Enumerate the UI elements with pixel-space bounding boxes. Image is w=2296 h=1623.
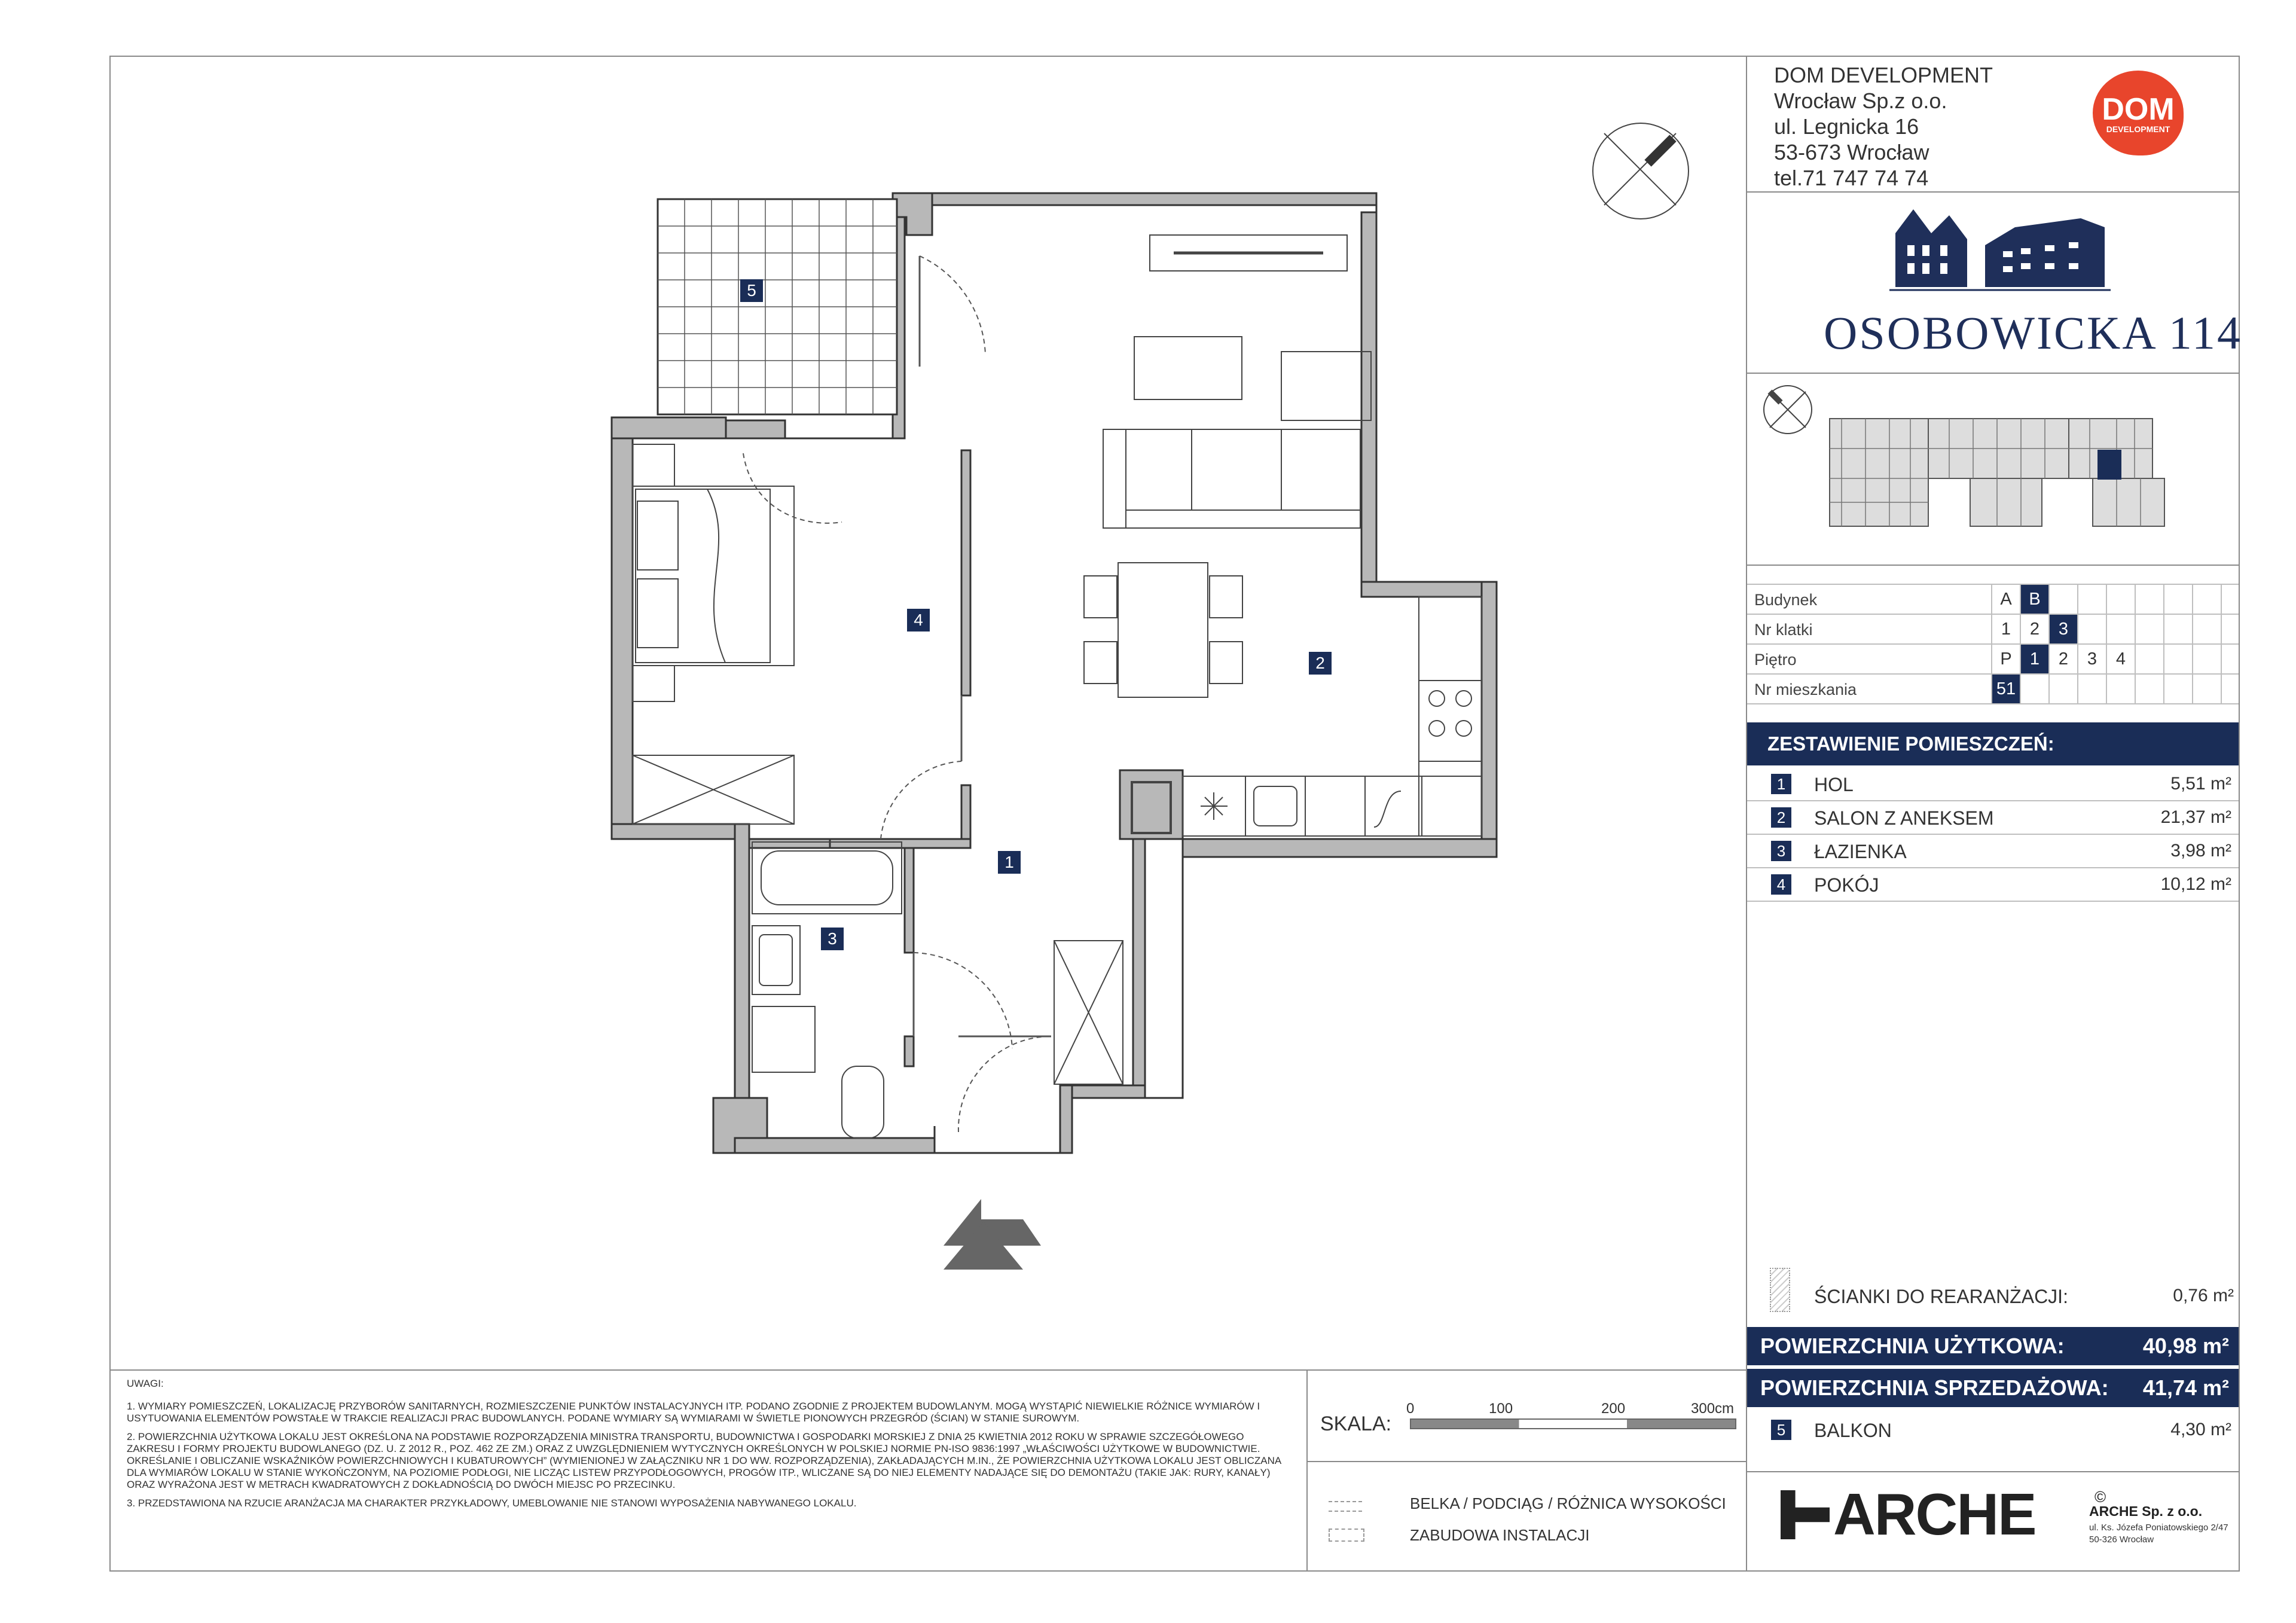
building-illustration	[1889, 203, 2111, 293]
row-mieszkanie	[1747, 675, 2239, 704]
cell-empty	[2163, 615, 2192, 643]
cell-klatka-3: 3	[2048, 615, 2077, 643]
partitions-label: ŚCIANKI DO REARANŻACJI:	[1814, 1286, 2068, 1307]
scale-tick-100: 100	[1489, 1401, 1513, 1417]
label-klatka: Nr klatki	[1754, 621, 1813, 639]
room-area: 5,51 m²	[2170, 774, 2231, 794]
cell-empty	[2221, 615, 2239, 643]
cell-empty	[2221, 645, 2239, 673]
room-row	[1747, 834, 2239, 868]
sale-area-bar	[1747, 1369, 2239, 1407]
usable-area-bar	[1747, 1327, 2239, 1365]
cell-empty	[2020, 675, 2048, 703]
dom-logo	[2093, 71, 2184, 155]
room-name: ŁAZIENKA	[1814, 841, 1907, 862]
room-area: 21,37 m²	[2160, 807, 2231, 827]
company-city: 53-673 Wrocław	[1774, 140, 1929, 164]
room-row	[1747, 800, 2239, 835]
cell-pietro-1: 1	[2020, 645, 2048, 673]
cell-empty	[2135, 585, 2163, 614]
room-number: 2	[1771, 807, 1791, 828]
note-item: 2. POWIERZCHNIA UŻYTKOWA LOKALU JEST OKREŚLONA NA PODSTAWIE ROZPORZĄDZENIA MINISTRA TRANSPORTU, BUDOWNICTWA I GOSPODARKI MORSKIEJ Z DNIA 25 KWIETNIA 2012 ROKU W SPRAWIE SZCZEGÓŁOWEGO ZAKRESU I FORMY PROJEKTU BUDOWLANEGO (DZ. U. Z 2012 R., POZ. 462 ZE ZM.) ORAZ Z UWZGLĘDNIENIEM WYTYCZNYCH OKREŚLONYCH W POLSKIEJ NORMIE PN-ISO 9836:1997 „WŁAŚCIWOŚCI UŻYTKOWE W BUDOWNICTWIE. OKREŚLANIE I OBLICZANIE WSKAŹNIKÓW POWIERZCHNIOWYCH I KUBATUROWYCH” (WYMIENIONEJ W ZAŁĄCZNIKU NR 1 DO WW. ROZPORZĄDZENIA), ZAKŁADAJĄCYCH M.IN., ŻE POWIERZCHNIA UŻYTKOWA LOKALU JEST OBLICZANA DLA WYMIARÓW LOKALU W STANIE WYKOŃCZONYM, NA POZIOMIE PODŁOGI, NIE LICZĄC LISTEW PRZYPODŁOGOWYCH, PROGÓW ITP., WLICZANE SĄ DO NIEJ ELEMENTY NADAJĄCE SIĘ DO DEMONTAŻU (TAKIE JAK: RURY, KANAŁY) ORAZ WYRAŻONA JEST W METRACH KWADRATOWYCH Z DOKŁADNOŚCIĄ DO DWÓCH MIEJSC PO PRZECINKU.	[127, 1431, 1281, 1490]
divider-scale	[1306, 1369, 1308, 1572]
cell-empty	[2192, 615, 2221, 643]
cell-pietro-p: P	[1991, 645, 2020, 673]
usable-label: POWIERZCHNIA UŻYTKOWA:	[1760, 1334, 2065, 1358]
installation-legend-label: ZABUDOWA INSTALACJI	[1410, 1526, 1590, 1544]
cell-klatka-2: 2	[2020, 615, 2048, 643]
sale-label: POWIERZCHNIA SPRZEDAŻOWA:	[1760, 1375, 2109, 1400]
plan-label-3: 3	[821, 928, 844, 950]
room-area: 4,30 m²	[2170, 1420, 2231, 1439]
label-budynek: Budynek	[1754, 591, 1818, 609]
divider-scale-legend	[1306, 1461, 1747, 1462]
usable-value: 40,98 m²	[2142, 1334, 2229, 1358]
cell-budynek-b: B	[2020, 585, 2048, 614]
sale-value: 41,74 m²	[2142, 1375, 2229, 1400]
room-name: HOL	[1814, 774, 1854, 795]
cell-empty	[2221, 585, 2239, 614]
scale-label: SKALA:	[1320, 1413, 1392, 1435]
room-row	[1747, 867, 2239, 902]
cell-empty	[2163, 675, 2192, 703]
cell-pietro-4: 4	[2106, 645, 2135, 673]
cell-empty	[2048, 675, 2077, 703]
arche-company-street: ul. Ks. Józefa Poniatowskiego 2/47	[2089, 1523, 2228, 1533]
cell-mieszkanie-51: 51	[1991, 675, 2020, 703]
row-pietro	[1747, 645, 2239, 675]
divider-notes	[109, 1369, 1747, 1371]
note-item: 1. WYMIARY POMIESZCZEŃ, LOKALIZACJĘ PRZYBORÓW SANITARNYCH, ROZMIESZCZENIE PUNKTÓW INSTALACYJNYCH ITP. PODANO ZGODNIE Z PROJEKTEM BUDOWLANYM. MOGĄ WYSTĄPIĆ NIEWIELKIE RÓŻNICE WYMIARÓW I USYTUOWANIA ELEMENTÓW POWSTAŁE W TRAKCIE REALIZACJI PRAC BUDOWLANYCH. PODANE WYMIARY SĄ WYMIARAMI W ŚWIETLE PIONOWYCH PRZEGRÓD (ŚCIAN) W STANIE SUROWYM.	[127, 1401, 1260, 1424]
cell-budynek-a: A	[1991, 585, 2020, 614]
balcony-row	[1747, 1413, 2239, 1446]
row-budynek	[1747, 585, 2239, 615]
scale-tick-300: 300cm	[1691, 1401, 1735, 1417]
divider-arche	[1746, 1471, 2240, 1472]
notes-title: UWAGI:	[127, 1378, 164, 1389]
row-klatka	[1747, 615, 2239, 645]
cell-empty	[2077, 675, 2106, 703]
scale-bar	[1410, 1418, 1736, 1429]
arche-company-city: 50-326 Wrocław	[2089, 1534, 2154, 1545]
divider-project	[1746, 373, 2240, 374]
cell-empty	[2135, 675, 2163, 703]
cell-empty	[2192, 645, 2221, 673]
cell-pietro-2: 2	[2048, 645, 2077, 673]
plan-label-2: 2	[1309, 652, 1332, 675]
plan-label-4: 4	[907, 609, 930, 631]
plan-label-5: 5	[740, 279, 763, 302]
arche-logo-text: ARCHE	[1833, 1481, 2036, 1547]
note-item: 3. PRZEDSTAWIONA NA RZUCIE ARANŻACJA MA CHARAKTER PRZYKŁADOWY, UMEBLOWANIE NIE STANOWI WYPOSAŻENIA NABYWANEGO LOKALU.	[127, 1497, 857, 1509]
divider-keyplan	[1746, 565, 2240, 566]
cell-empty	[2135, 615, 2163, 643]
label-pietro: Piętro	[1754, 651, 1797, 669]
floor-plan	[109, 56, 1746, 1369]
summary-header: ZESTAWIENIE POMIESZCZEŃ:	[1747, 722, 2239, 765]
company-phone: tel.71 747 74 74	[1774, 166, 1929, 190]
cell-empty	[2077, 615, 2106, 643]
room-name: POKÓJ	[1814, 874, 1879, 896]
company-name: DOM DEVELOPMENT	[1774, 63, 1993, 87]
arche-copyright: ©	[2095, 1488, 2106, 1506]
room-area: 3,98 m²	[2170, 841, 2231, 861]
partition-hatch-icon	[1770, 1268, 1790, 1312]
room-number: 5	[1771, 1420, 1791, 1440]
room-area: 10,12 m²	[2160, 874, 2231, 894]
room-name: BALKON	[1814, 1420, 1892, 1441]
scale-tick-0: 0	[1406, 1401, 1415, 1417]
cell-empty	[2192, 675, 2221, 703]
company-branch: Wrocław Sp.z o.o.	[1774, 89, 1947, 113]
dom-logo-sub: DEVELOPMENT	[2106, 124, 2170, 134]
cell-empty	[2077, 585, 2106, 614]
cell-empty	[2163, 585, 2192, 614]
notes-block	[127, 1378, 1289, 1516]
cell-empty	[2048, 585, 2077, 614]
cell-empty	[2163, 645, 2192, 673]
room-row	[1747, 767, 2239, 801]
cell-pietro-3: 3	[2077, 645, 2106, 673]
room-name: SALON Z ANEKSEM	[1814, 807, 1994, 829]
installation-legend-icon	[1329, 1529, 1364, 1542]
cell-empty	[2106, 675, 2135, 703]
arche-company-name: ARCHE Sp. z o.o.	[2089, 1503, 2203, 1519]
company-street: ul. Legnicka 16	[1774, 114, 1919, 139]
cell-empty	[2135, 645, 2163, 673]
cell-klatka-1: 1	[1991, 615, 2020, 643]
cell-empty	[2106, 615, 2135, 643]
plan-label-1: 1	[998, 851, 1021, 874]
room-number: 4	[1771, 874, 1791, 895]
beam-legend-label: BELKA / PODCIĄG / RÓŻNICA WYSOKOŚCI	[1410, 1494, 1726, 1512]
project-title: OSOBOWICKA 114	[1824, 307, 2242, 359]
label-mieszkanie: Nr mieszkania	[1754, 681, 1857, 698]
cell-empty	[2106, 585, 2135, 614]
key-plan	[1758, 383, 2236, 562]
divider-company	[1746, 191, 2240, 193]
beam-legend-icon	[1329, 1501, 1362, 1512]
scale-tick-200: 200	[1601, 1401, 1626, 1417]
room-number: 3	[1771, 841, 1791, 861]
room-number: 1	[1771, 774, 1791, 794]
cell-empty	[2221, 675, 2239, 703]
partitions-area: 0,76 m²	[2173, 1286, 2234, 1305]
dom-logo-main: DOM	[2102, 92, 2175, 127]
cell-empty	[2192, 585, 2221, 614]
